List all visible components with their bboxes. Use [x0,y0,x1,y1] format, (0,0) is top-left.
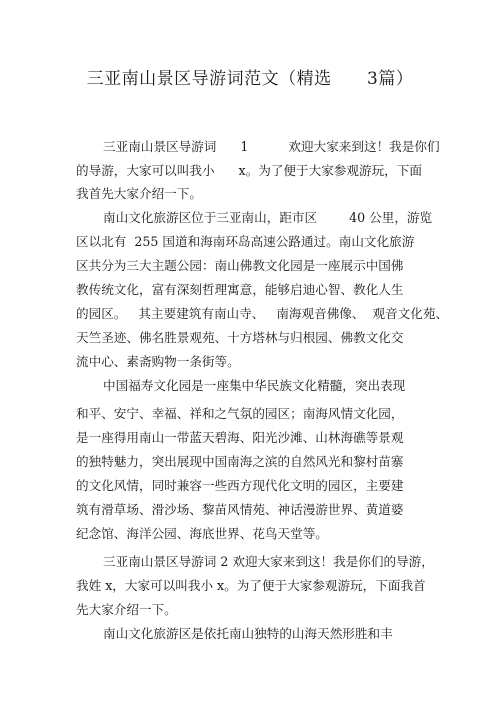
paragraph-line: 南山文化旅游区位于三亚南山，距市区 40 公里，游览 [103,210,433,225]
paragraph-line: 流中心、素斋购物一条街等。 [76,354,240,369]
paragraph-line: 中国福寿文化园是一座集中华民族文化精髓，突出表现 [103,378,406,393]
paragraph-line: 天竺圣迹、佛名胜景观苑、十方塔林与归根园、佛教文化交 [76,330,404,345]
paragraph-line: 是一座得用南山一带蓝天碧海、阳光沙滩、山林海礁等景观 [76,430,404,445]
paragraph-line: 区以北有 255 国道和海南环岛高速公路通过。南山文化旅游 [76,234,415,249]
paragraph-line: 的园区。 其主要建筑有南山寺、 南海观音佛像、 观音文化苑、 [76,306,449,321]
paragraph-line: 三亚南山景区导游词 2 欢迎大家来到这！我是你们的导游， [103,554,434,569]
paragraph-line: 区共分为三大主题公园：南山佛教文化园是一座展示中国佛 [76,258,404,273]
paragraph-line: 三亚南山景区导游词 1 欢迎大家来到这！我是你们 [103,139,440,154]
paragraph-line: 我首先大家介绍一下。 [76,186,202,201]
paragraph-line: 和平、安宁、幸福、祥和之气氛的园区；南海风情文化园， [76,406,404,421]
paragraph-line: 教传统文化，富有深刻哲理寓意，能够启迪心智、教化人生 [76,282,404,297]
paragraph-line: 南山文化旅游区是依托南山独特的山海天然形胜和丰 [103,626,393,641]
paragraph-line: 的文化风情，同时兼容一些西方现代化文明的园区，主要建 [76,478,404,493]
paragraph-line: 先大家介绍一下。 [76,602,177,617]
paragraph-line: 我姓 x，大家可以叫我小 x。为了便于大家参观游玩，下面我首 [76,578,426,593]
document-title: 三亚南山景区导游词范文（精选 3篇） [86,69,414,89]
paragraph-line: 的独特魅力，突出展现中国南海之滨的自然风光和黎村苗寨 [76,454,404,469]
paragraph-line: 筑有滑草场、滑沙场、黎苗风情苑、神话漫游世界、黄道婆 [76,502,404,517]
paragraph-line: 的导游，大家可以叫我小 x。为了便于大家参观游玩，下面 [76,163,422,178]
paragraph-line: 纪念馆、海洋公园、海底世界、花鸟天堂等。 [76,526,328,541]
